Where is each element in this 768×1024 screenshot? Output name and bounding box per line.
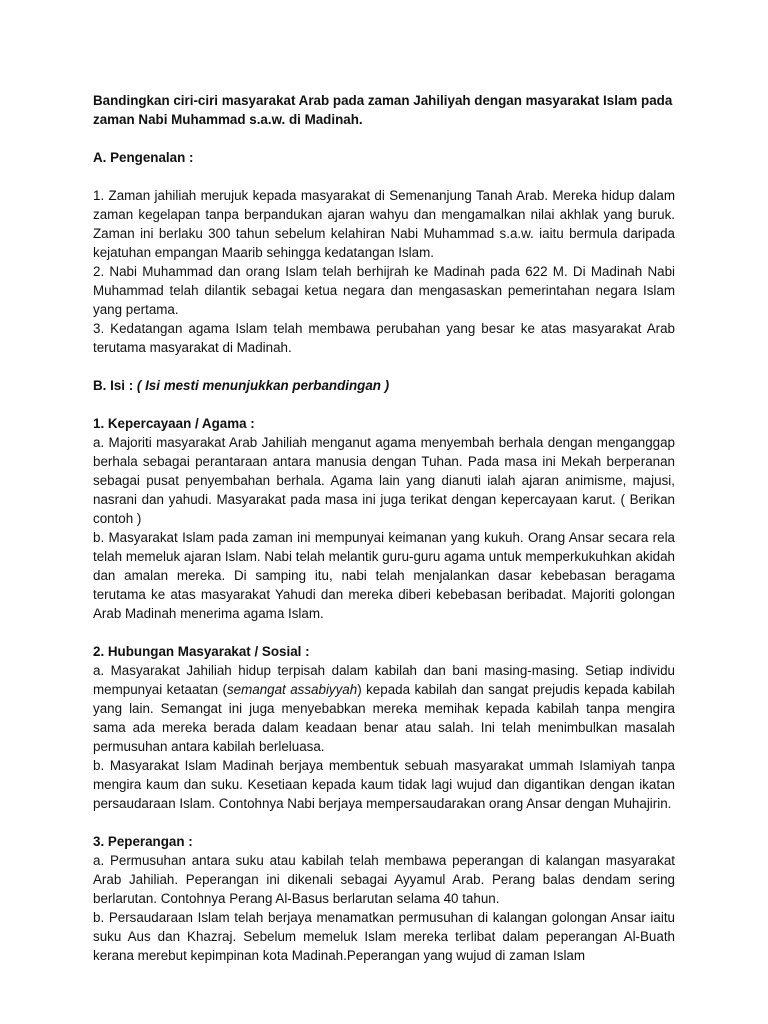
document-title: Bandingkan ciri-ciri masyarakat Arab pada zaman Jahiliyah dengan masyarakat Islam pada zaman Nabi Muhammad s.a.w. di Madinah.	[93, 93, 673, 127]
section-1-point-b: b. Masyarakat Islam pada zaman ini mempunyai keimanan yang kukuh. Orang Ansar secara rela telah memeluk ajaran Islam. Nabi telah melantik guru-guru agama untuk memperkukuhkan akidah dan amalan mereka. Di samping itu, nabi telah menjalankan dasar kebebasan beragama terutama ke atas masyarakat Yahudi dan mereka diberi kebebasan beribadat. Majoriti golongan Arab Madinah menerima agama Islam.	[93, 530, 675, 621]
intro-point-2: 2. Nabi Muhammad dan orang Islam telah berhijrah ke Madinah pada 622 M. Di Madinah Nabi Muhammad telah dilantik sebagai ketua negara dan mengasaskan pemerintahan negara Islam yang pertama.	[93, 264, 675, 317]
spacer	[93, 167, 675, 186]
spacer	[93, 813, 675, 832]
section-2-point-a	[93, 661, 675, 756]
section-1-point-a: a. Majoriti masyarakat Arab Jahiliah menganut agama menyembah berhala dengan menganggap berhala sebagai perantaraan antara manusia dengan Tuhan. Pada masa ini Mekah berperanan sebagai pusat penyembahan berhala. Agama lain yang dianuti ialah ajaran animisme, majusi, nasrani dan yahudi. Masyarakat pada masa ini juga terikat dengan kepercayaan karut. ( Berikan contoh )	[93, 435, 675, 526]
document-page	[93, 91, 675, 965]
section-1-heading: 1. Kepercayaan / Agama :	[93, 416, 255, 431]
intro-point-3: 3. Kedatangan agama Islam telah membawa perubahan yang besar ke atas masyarakat Arab terutama masyarakat di Madinah.	[93, 321, 675, 355]
body-heading-note: ( Isi mesti menunjukkan perbandingan )	[136, 378, 390, 393]
intro-point-1: 1. Zaman jahiliah merujuk kepada masyarakat di Semenanjung Tanah Arab. Mereka hidup dalam zaman kegelapan tanpa berpandukan ajaran wahyu dan mengamalkan nilai akhlak yang buruk. Zaman ini berlaku 300 tahun sebelum kelahiran Nabi Muhammad s.a.w. iaitu bermula daripada kejatuhan empangan Maarib sehingga kedatangan Islam.	[93, 188, 675, 260]
section-2-point-a-start: a. Masyarakat Jahiliah hidup terpisah dalam kabilah dan bani masing-masing. Setiap individu mempunyai ketaatan (	[93, 663, 675, 697]
section-3-point-a: a. Permusuhan antara suku atau kabilah telah membawa peperangan di kalangan masyarakat Arab Jahiliah. Peperangan ini dikenali sebagai Ayyamul Arab. Perang balas dendam sering berlarutan. Contohnya Perang Al-Basus berlarutan selama 40 tahun.	[93, 853, 675, 906]
spacer	[93, 357, 675, 376]
body-heading-label: B. Isi :	[93, 378, 137, 393]
section-2-point-a-italic: semangat assabiyyah	[226, 682, 358, 697]
intro-heading: A. Pengenalan :	[93, 150, 194, 165]
section-3-point-b: b. Persaudaraan Islam telah berjaya menamatkan permusuhan di kalangan golongan Ansar iaitu suku Aus dan Khazraj. Sebelum memeluk Islam mereka terlibat dalam peperangan Al-Buath kerana merebut kepimpinan kota Madinah.Peperangan yang wujud di zaman Islam	[93, 910, 675, 963]
spacer	[93, 129, 675, 148]
spacer	[93, 623, 675, 642]
section-3-heading: 3. Peperangan :	[93, 834, 193, 849]
section-2-heading: 2. Hubungan Masyarakat / Sosial :	[93, 644, 310, 659]
spacer	[93, 395, 675, 414]
section-2-point-b: b. Masyarakat Islam Madinah berjaya membentuk sebuah masyarakat ummah Islamiyah tanpa mengira kaum dan suku. Kesetiaan kepada kaum tidak lagi wujud dan digantikan dengan ikatan persaudaraan Islam. Contohnya Nabi berjaya mempersaudarakan orang Ansar dengan Muhajirin.	[93, 758, 675, 811]
section-2-point-a-end: ) kepada kabilah dan sangat prejudis kepada kabilah yang lain. Semangat ini juga menyebabkan mereka memihak kepada kabilah tanpa mengira sama ada mereka berada dalam keadaan benar atau salah. Ini telah menimbulkan masalah permusuhan antara kabilah berleluasa.	[93, 682, 675, 754]
body-heading	[93, 376, 675, 395]
